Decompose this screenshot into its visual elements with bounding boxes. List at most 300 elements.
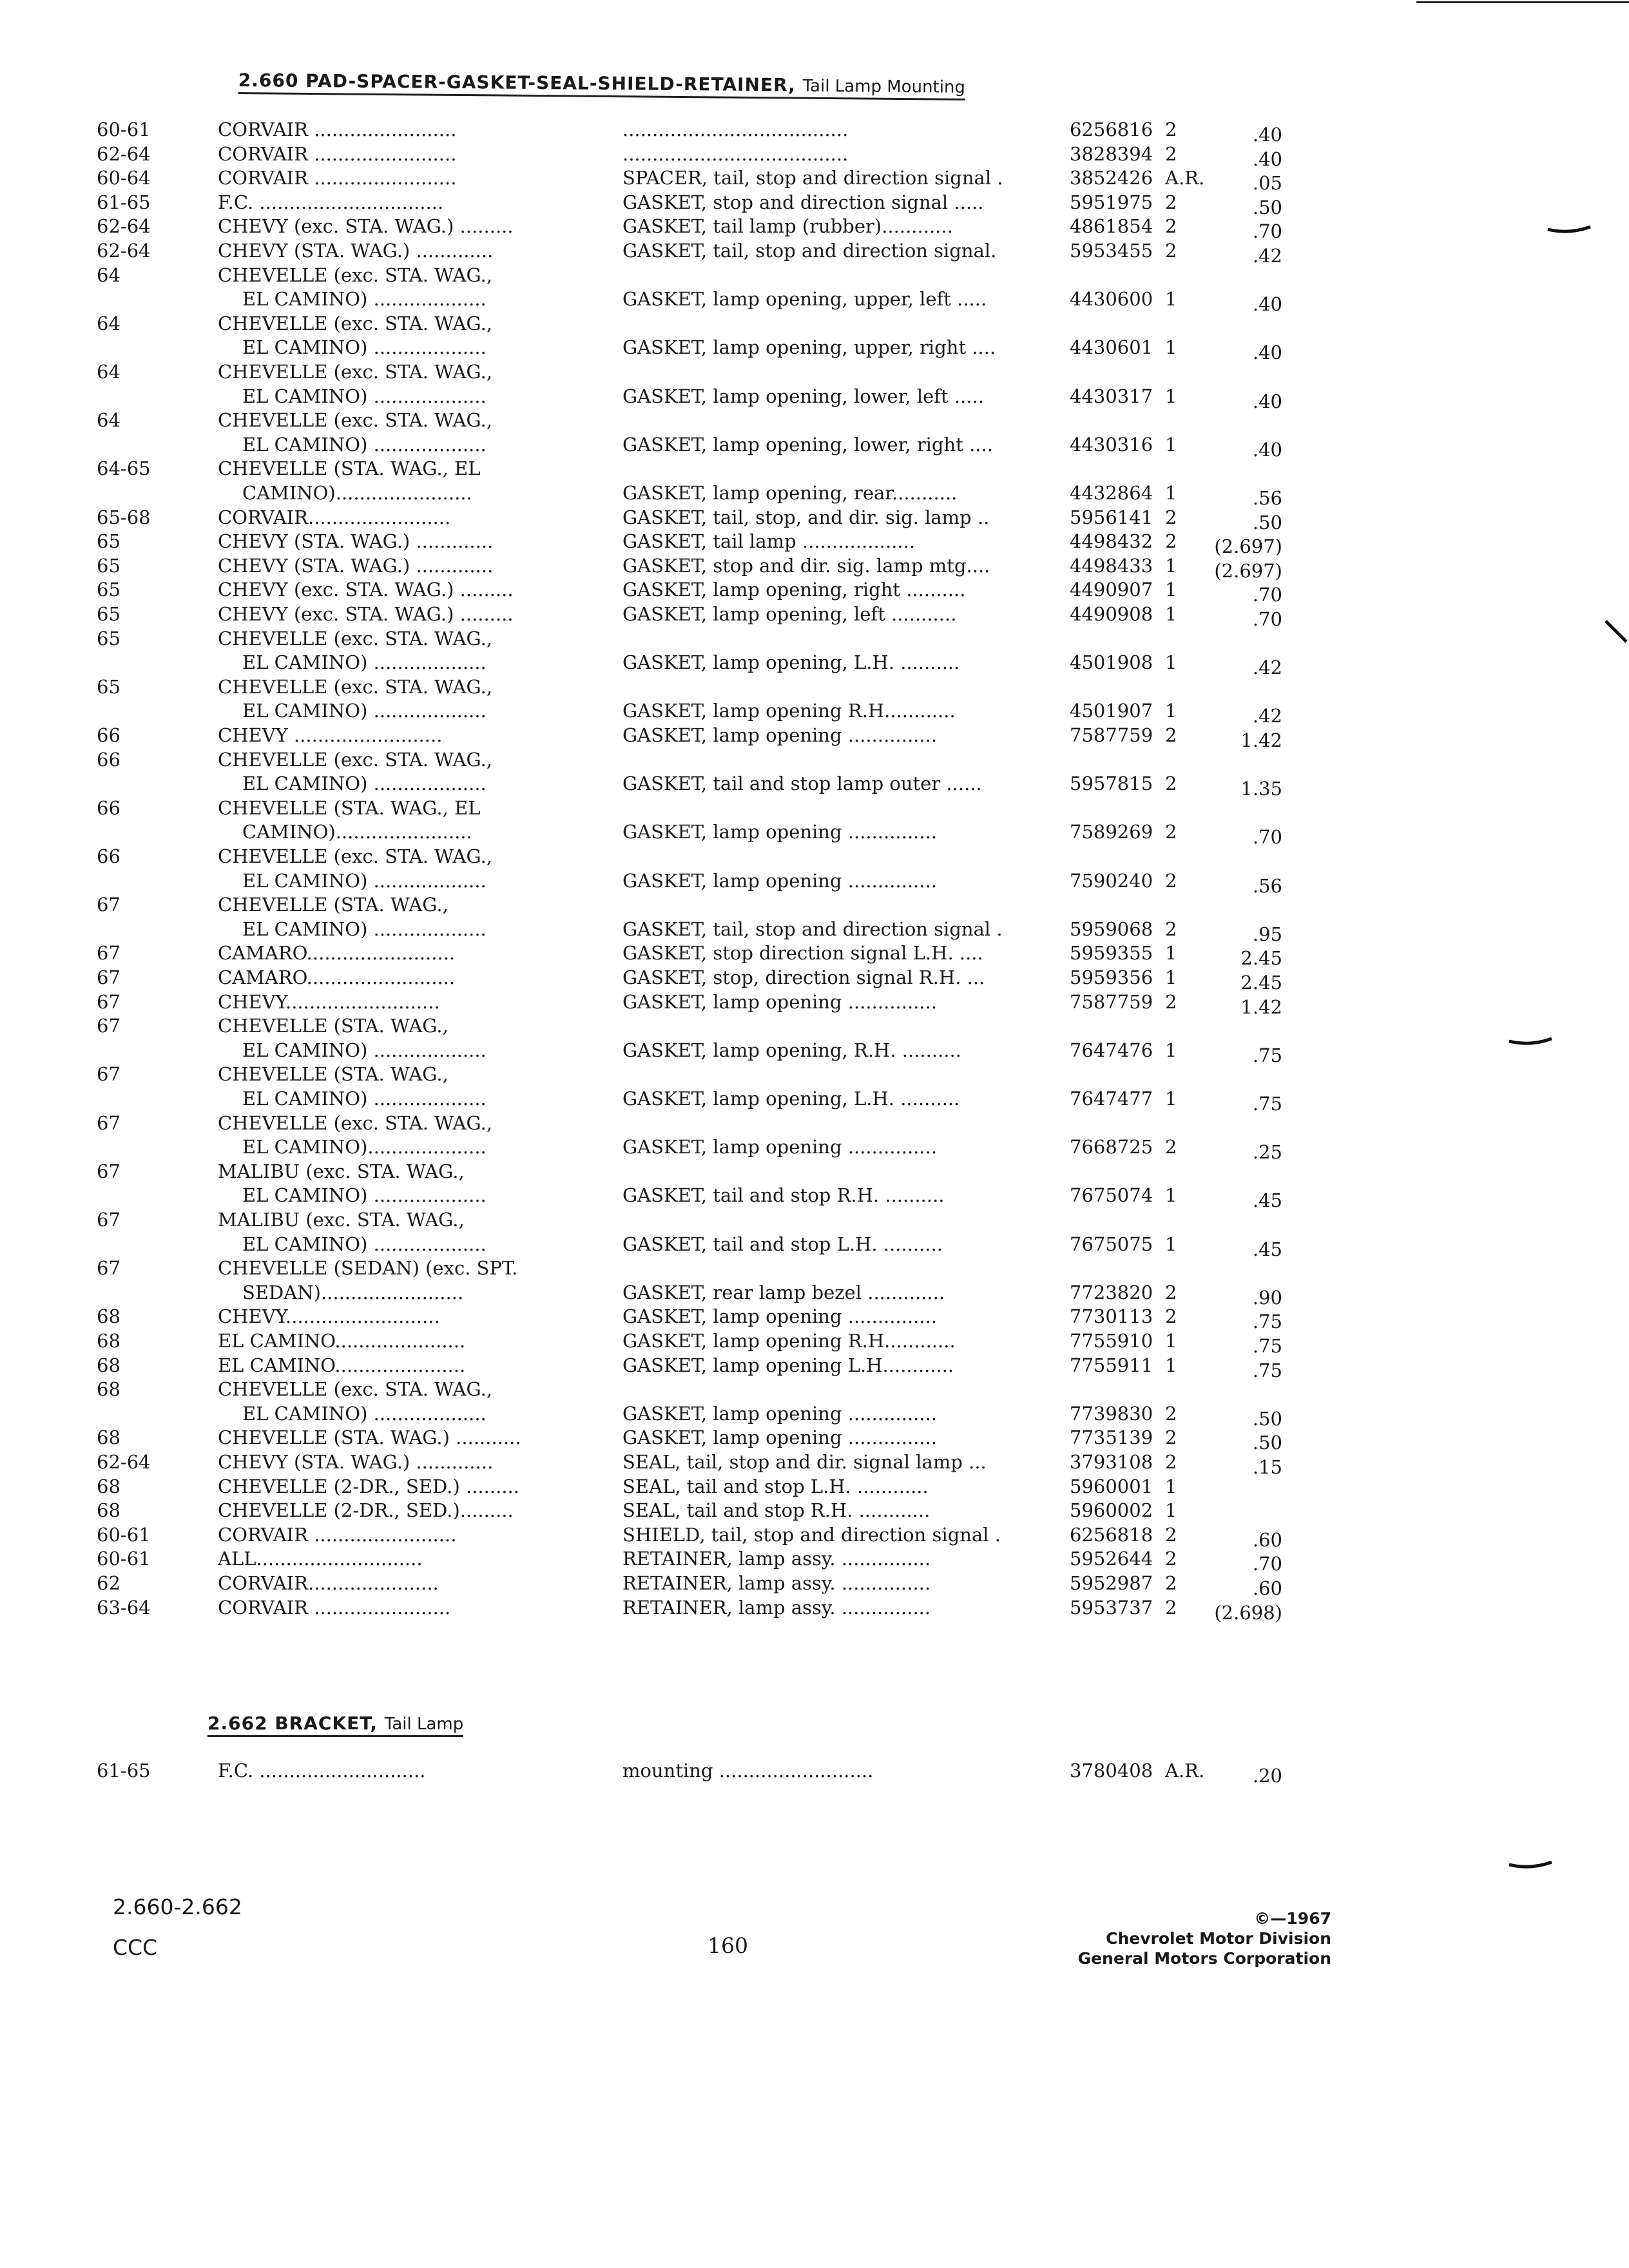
row-part-number: 4430317: [1070, 385, 1153, 407]
row-model: EL CAMINO) ...................: [242, 1184, 487, 1207]
row-year: 67: [97, 1257, 120, 1280]
row-description: GASKET, tail, stop, and dir. sig. lamp ..: [622, 506, 990, 528]
row-quantity: 1: [1165, 1354, 1177, 1376]
row-price: .20: [1252, 1765, 1282, 1787]
row-year: 65: [97, 675, 120, 698]
row-part-number: 4490907: [1070, 579, 1153, 601]
row-price: (2.698): [1214, 1601, 1282, 1624]
footer-corporation: General Motors Corporation: [1077, 1949, 1331, 1968]
row-quantity: 2: [1165, 1451, 1177, 1473]
row-quantity: 1: [1165, 554, 1177, 577]
row-price: .70: [1252, 826, 1282, 849]
row-price: 2.45: [1240, 972, 1282, 994]
row-model: CHEVELLE (exc. STA. WAG.,: [218, 627, 493, 649]
row-description: mounting ..........................: [622, 1760, 874, 1782]
row-price: .75: [1252, 1335, 1282, 1357]
row-part-number: 5956141: [1070, 506, 1153, 528]
section-subtitle: Tail Lamp Mounting: [802, 76, 966, 97]
row-description: GASKET, stop direction signal L.H. ....: [622, 942, 983, 965]
row-part-number: 5953737: [1070, 1596, 1153, 1619]
row-description: RETAINER, lamp assy. ...............: [622, 1572, 931, 1594]
row-part-number: 4498432: [1070, 530, 1153, 553]
row-year: 67: [97, 1015, 120, 1037]
row-price: .75: [1252, 1093, 1282, 1115]
row-part-number: 5952987: [1070, 1572, 1153, 1594]
row-price: .70: [1252, 220, 1282, 243]
row-model: CHEVELLE (SEDAN) (exc. SPT.: [218, 1257, 518, 1280]
scan-mark: [1508, 1037, 1553, 1046]
row-description: SHIELD, tail, stop and direction signal .: [622, 1523, 1001, 1546]
row-part-number: 3793108: [1070, 1451, 1153, 1473]
row-part-number: 7755910: [1070, 1330, 1153, 1352]
row-price: .75: [1252, 1044, 1282, 1066]
row-price: .60: [1252, 1577, 1282, 1599]
row-model: EL CAMINO) ...................: [242, 1088, 487, 1110]
row-part-number: 5952644: [1070, 1548, 1153, 1570]
row-model: CAMARO.........................: [218, 942, 456, 965]
row-part-number: 7730113: [1070, 1305, 1153, 1328]
row-price: 1.42: [1240, 729, 1282, 751]
row-price: .95: [1252, 923, 1282, 945]
row-model: CHEVELLE (exc. STA. WAG.,: [218, 409, 493, 432]
row-model: CHEVELLE (STA. WAG., EL: [218, 796, 481, 819]
row-model: EL CAMINO) ...................: [242, 1233, 487, 1255]
row-description: GASKET, lamp opening, lower, left .....: [622, 385, 984, 407]
row-year: 67: [97, 1209, 120, 1231]
row-year: 64-65: [97, 457, 151, 480]
row-model: CHEVELLE (exc. STA. WAG.,: [218, 1111, 493, 1134]
row-quantity: 1: [1165, 1184, 1177, 1207]
row-year: 61-65: [97, 1760, 151, 1782]
row-part-number: 7647476: [1070, 1039, 1153, 1061]
row-description: ......................................: [622, 119, 849, 140]
row-year: 61-65: [97, 191, 151, 213]
row-part-number: 7587759: [1070, 990, 1153, 1013]
row-model: SEDAN)........................: [242, 1281, 464, 1303]
row-model: F.C. ............................: [218, 1760, 426, 1782]
row-price: .15: [1252, 1456, 1282, 1478]
row-model: CHEVELLE (2-DR., SED.).........: [218, 1499, 514, 1522]
row-year: 66: [97, 748, 120, 771]
row-part-number: 4498433: [1070, 554, 1153, 577]
row-quantity: 1: [1165, 385, 1177, 407]
row-quantity: 2: [1165, 1427, 1177, 1449]
row-quantity: 2: [1165, 773, 1177, 795]
row-quantity: 1: [1165, 966, 1177, 988]
row-quantity: 2: [1165, 1402, 1177, 1425]
row-description: GASKET, tail and stop L.H. ..........: [622, 1233, 943, 1255]
row-year: 68: [97, 1305, 120, 1328]
row-price: .56: [1252, 487, 1282, 509]
row-quantity: 2: [1165, 1136, 1177, 1158]
row-quantity: 1: [1165, 288, 1177, 311]
row-model: CHEVY (exc. STA. WAG.) .........: [218, 215, 514, 238]
row-description: GASKET, lamp opening, L.H. ..........: [622, 1088, 960, 1110]
row-description: GASKET, tail, stop and direction signal.: [622, 240, 997, 262]
section-title-text: 2.662 BRACKET,: [207, 1713, 378, 1734]
row-description: GASKET, tail, stop and direction signal .: [622, 918, 1003, 940]
row-year: 62: [97, 1572, 120, 1594]
row-description: SPACER, tail, stop and direction signal .: [622, 167, 1003, 189]
row-part-number: 7647477: [1070, 1088, 1153, 1110]
row-quantity: 2: [1165, 1572, 1177, 1594]
row-year: 65: [97, 554, 120, 577]
row-price: .75: [1252, 1359, 1282, 1381]
row-price: .40: [1252, 293, 1282, 316]
row-description: GASKET, stop and dir. sig. lamp mtg....: [622, 554, 990, 577]
row-part-number: 7723820: [1070, 1281, 1153, 1303]
section-title-text: 2.660 PAD-SPACER-GASKET-SEAL-SHIELD-RETAINER,: [238, 70, 796, 96]
row-model: CHEVELLE (STA. WAG.,: [218, 1063, 448, 1086]
row-description: RETAINER, lamp assy. ...............: [622, 1548, 931, 1570]
row-year: 60-61: [97, 1548, 151, 1570]
row-model: CAMARO.........................: [218, 966, 456, 988]
row-quantity: 2: [1165, 506, 1177, 528]
row-quantity: 1: [1165, 1088, 1177, 1110]
row-part-number: 7755911: [1070, 1354, 1153, 1376]
row-description: GASKET, lamp opening ...............: [622, 821, 938, 843]
row-quantity: 2: [1165, 1305, 1177, 1328]
row-description: GASKET, lamp opening, L.H. ..........: [622, 651, 960, 674]
row-year: 68: [97, 1427, 120, 1449]
row-year: 68: [97, 1499, 120, 1522]
row-year: 68: [97, 1354, 120, 1376]
row-year: 62-64: [97, 142, 151, 165]
row-model: CHEVY (STA. WAG.) .............: [218, 240, 494, 262]
row-quantity: 2: [1165, 918, 1177, 940]
row-part-number: 5953455: [1070, 240, 1153, 262]
row-quantity: A.R.: [1165, 1760, 1205, 1782]
row-part-number: 5959356: [1070, 966, 1153, 988]
row-model: CHEVELLE (exc. STA. WAG.,: [218, 845, 493, 867]
row-year: 65: [97, 579, 120, 601]
row-model: EL CAMINO) ...................: [242, 773, 487, 795]
row-price: .40: [1252, 341, 1282, 364]
row-part-number: 7587759: [1070, 724, 1153, 746]
row-part-number: 4430316: [1070, 433, 1153, 456]
row-quantity: 2: [1165, 142, 1177, 165]
row-description: GASKET, lamp opening ...............: [622, 1305, 938, 1328]
row-price: (2.697): [1214, 535, 1282, 558]
row-quantity: 2: [1165, 215, 1177, 238]
row-model: EL CAMINO......................: [218, 1354, 466, 1376]
row-quantity: 1: [1165, 942, 1177, 965]
row-price: .40: [1252, 438, 1282, 461]
row-model: CHEVELLE (exc. STA. WAG.,: [218, 675, 493, 698]
row-quantity: 2: [1165, 530, 1177, 553]
row-description: GASKET, tail lamp ...................: [622, 530, 916, 553]
row-year: 67: [97, 894, 120, 916]
row-model: EL CAMINO) ...................: [242, 433, 487, 456]
scan-mark: [1508, 1861, 1553, 1870]
row-part-number: 7590240: [1070, 869, 1153, 892]
row-year: 60-61: [97, 1523, 151, 1546]
row-year: 62-64: [97, 1451, 151, 1473]
row-year: 67: [97, 1160, 120, 1182]
row-year: 65-68: [97, 506, 151, 528]
row-year: 60-64: [97, 167, 151, 189]
row-model: CHEVELLE (exc. STA. WAG.,: [218, 1378, 493, 1401]
row-quantity: 2: [1165, 191, 1177, 213]
row-model: CHEVELLE (2-DR., SED.) .........: [218, 1475, 519, 1497]
row-part-number: 7735139: [1070, 1427, 1153, 1449]
row-model: CHEVY..........................: [218, 990, 440, 1013]
footer-range: 2.660-2.662: [113, 1894, 242, 1919]
row-model: EL CAMINO) ...................: [242, 336, 487, 359]
footer-publisher: [1078, 1908, 1331, 1968]
row-part-number: 3780408: [1070, 1760, 1153, 1782]
row-model: CHEVY (exc. STA. WAG.) .........: [218, 579, 514, 601]
row-price: .05: [1252, 172, 1282, 195]
row-model: CORVAIR........................: [218, 506, 451, 528]
row-model: EL CAMINO) ...................: [242, 918, 487, 940]
row-description: GASKET, lamp opening ...............: [622, 1427, 938, 1449]
row-model: MALIBU (exc. STA. WAG.,: [218, 1160, 465, 1182]
row-part-number: 4430600: [1070, 288, 1153, 311]
row-quantity: 1: [1165, 1499, 1177, 1522]
row-year: 67: [97, 942, 120, 965]
row-year: 68: [97, 1378, 120, 1401]
footer-copyright: ©—1967: [1254, 1909, 1331, 1928]
row-part-number: 5959068: [1070, 918, 1153, 940]
row-year: 66: [97, 845, 120, 867]
row-model: CHEVY (STA. WAG.) .............: [218, 1451, 494, 1473]
row-part-number: 4430601: [1070, 336, 1153, 359]
row-model: CHEVELLE (exc. STA. WAG.,: [218, 264, 493, 286]
row-description: SEAL, tail and stop L.H. ............: [622, 1475, 929, 1497]
footer-code: CCC: [113, 1935, 158, 1960]
row-year: 64: [97, 312, 120, 334]
row-year: 68: [97, 1475, 120, 1497]
row-model: EL CAMINO) ...................: [242, 1039, 487, 1061]
row-part-number: 6256818: [1070, 1523, 1153, 1546]
row-part-number: 4501907: [1070, 700, 1153, 722]
row-part-number: 4861854: [1070, 215, 1153, 238]
row-year: 67: [97, 1063, 120, 1086]
row-model: CHEVELLE (STA. WAG.,: [218, 894, 448, 916]
row-model: CORVAIR ........................: [218, 1523, 457, 1546]
row-price: .40: [1252, 390, 1282, 412]
row-model: EL CAMINO) ...................: [242, 1402, 487, 1425]
row-year: 64: [97, 264, 120, 286]
row-quantity: 2: [1165, 1596, 1177, 1619]
row-price: .70: [1252, 608, 1282, 630]
row-model: CHEVY (STA. WAG.) .............: [218, 554, 494, 577]
row-price: .50: [1252, 511, 1282, 533]
row-price: .42: [1252, 245, 1282, 267]
row-description: GASKET, rear lamp bezel .............: [622, 1281, 945, 1303]
row-year: 65: [97, 530, 120, 553]
row-quantity: 1: [1165, 603, 1177, 625]
row-description: GASKET, lamp opening ...............: [622, 724, 938, 746]
row-model: CHEVELLE (exc. STA. WAG.,: [218, 361, 493, 383]
row-description: GASKET, lamp opening, R.H. ..........: [622, 1039, 961, 1061]
row-part-number: 7739830: [1070, 1402, 1153, 1425]
row-part-number: 7675075: [1070, 1233, 1153, 1255]
row-description: GASKET, lamp opening ...............: [622, 1402, 938, 1425]
row-part-number: 5959355: [1070, 942, 1153, 965]
row-model: CHEVELLE (STA. WAG.,: [218, 1015, 448, 1037]
row-price: .75: [1252, 1311, 1282, 1333]
row-model: ALL............................: [218, 1548, 423, 1570]
row-quantity: 2: [1165, 119, 1177, 140]
row-quantity: 1: [1165, 700, 1177, 722]
row-model: CORVAIR ........................: [218, 119, 457, 140]
row-price: .25: [1252, 1141, 1282, 1164]
row-year: 67: [97, 990, 120, 1013]
row-description: GASKET, lamp opening R.H............: [622, 1330, 956, 1352]
row-year: 63-64: [97, 1596, 151, 1619]
row-part-number: 4490908: [1070, 603, 1153, 625]
row-quantity: 2: [1165, 821, 1177, 843]
row-part-number: 7675074: [1070, 1184, 1153, 1207]
footer-division: Chevrolet Motor Division: [1106, 1929, 1331, 1948]
row-part-number: 7668725: [1070, 1136, 1153, 1158]
row-model: EL CAMINO) ...................: [242, 700, 487, 722]
row-part-number: 5960002: [1070, 1499, 1153, 1522]
row-model: F.C. ...............................: [218, 191, 444, 213]
row-model: EL CAMINO......................: [218, 1330, 466, 1352]
row-description: GASKET, tail and stop lamp outer ......: [622, 773, 982, 795]
row-year: 62-64: [97, 240, 151, 262]
row-quantity: 1: [1165, 651, 1177, 674]
row-year: 65: [97, 603, 120, 625]
row-model: EL CAMINO)....................: [242, 1136, 487, 1158]
row-model: MALIBU (exc. STA. WAG.,: [218, 1209, 465, 1231]
row-description: GASKET, stop and direction signal .....: [622, 191, 984, 213]
row-price: .42: [1252, 657, 1282, 679]
row-model: EL CAMINO) ...................: [242, 385, 487, 407]
row-quantity: 1: [1165, 1475, 1177, 1497]
row-year: 66: [97, 796, 120, 819]
row-price: .60: [1252, 1528, 1282, 1551]
row-price: .50: [1252, 1432, 1282, 1454]
row-description: GASKET, lamp opening ...............: [622, 990, 938, 1013]
row-year: 64: [97, 409, 120, 432]
row-quantity: 1: [1165, 482, 1177, 504]
row-part-number: 5960001: [1070, 1475, 1153, 1497]
row-model: EL CAMINO) ...................: [242, 651, 487, 674]
row-model: CORVAIR .......................: [218, 1596, 451, 1619]
row-description: GASKET, lamp opening R.H............: [622, 700, 956, 722]
row-price: .45: [1252, 1189, 1282, 1212]
row-year: 62-64: [97, 215, 151, 238]
row-price: .42: [1252, 705, 1282, 727]
row-price: .70: [1252, 584, 1282, 606]
row-model: CORVAIR......................: [218, 1572, 439, 1594]
row-price: .50: [1252, 1407, 1282, 1430]
row-part-number: 3828394: [1070, 142, 1153, 165]
row-year: 66: [97, 724, 120, 746]
row-quantity: A.R.: [1165, 167, 1205, 189]
row-year: 68: [97, 1330, 120, 1352]
row-description: GASKET, lamp opening, rear...........: [622, 482, 958, 504]
row-year: 67: [97, 1111, 120, 1134]
row-year: 64: [97, 361, 120, 383]
row-price: .45: [1252, 1238, 1282, 1260]
row-price: (2.697): [1214, 559, 1282, 582]
row-model: CHEVELLE (STA. WAG.) ...........: [218, 1427, 521, 1449]
row-price: 1.42: [1240, 995, 1282, 1018]
row-year: 60-61: [97, 119, 151, 140]
row-part-number: 5951975: [1070, 191, 1153, 213]
row-part-number: 4501908: [1070, 651, 1153, 674]
row-quantity: 1: [1165, 579, 1177, 601]
row-part-number: 4432864: [1070, 482, 1153, 504]
row-quantity: 2: [1165, 724, 1177, 746]
row-model: CHEVELLE (exc. STA. WAG.,: [218, 312, 493, 334]
row-description: GASKET, lamp opening ...............: [622, 1136, 938, 1158]
row-model: CHEVY (STA. WAG.) .............: [218, 530, 494, 553]
scan-mark: [1605, 619, 1628, 644]
row-price: .70: [1252, 1553, 1282, 1575]
row-quantity: 2: [1165, 1523, 1177, 1546]
row-description: GASKET, lamp opening, left ...........: [622, 603, 957, 625]
footer-left: [113, 1894, 242, 1975]
row-year: 65: [97, 627, 120, 649]
row-quantity: 2: [1165, 869, 1177, 892]
row-model: CORVAIR ........................: [218, 142, 457, 165]
row-quantity: 2: [1165, 240, 1177, 262]
row-description: SEAL, tail and stop R.H. ............: [622, 1499, 930, 1522]
row-price: .90: [1252, 1286, 1282, 1309]
row-price: .56: [1252, 874, 1282, 897]
row-description: GASKET, stop, direction signal R.H. ...: [622, 966, 985, 988]
row-description: GASKET, tail lamp (rubber)............: [622, 215, 953, 238]
row-model: CAMINO).......................: [242, 821, 472, 843]
row-quantity: 1: [1165, 433, 1177, 456]
row-model: CHEVY .........................: [218, 724, 443, 746]
row-price: .40: [1252, 124, 1282, 146]
row-description: GASKET, lamp opening, lower, right ....: [622, 433, 993, 456]
row-year: 67: [97, 966, 120, 988]
row-model: CHEVY..........................: [218, 1305, 440, 1328]
scan-mark: [1547, 226, 1592, 235]
row-part-number: 7589269: [1070, 821, 1153, 843]
row-model: CAMINO).......................: [242, 482, 472, 504]
row-part-number: 5957815: [1070, 773, 1153, 795]
row-price: .50: [1252, 196, 1282, 218]
row-price: 1.35: [1240, 778, 1282, 800]
row-description: SEAL, tail, stop and dir. signal lamp ...: [622, 1451, 987, 1473]
row-description: GASKET, lamp opening L.H............: [622, 1354, 954, 1376]
row-description: GASKET, lamp opening, right ..........: [622, 579, 966, 601]
row-model: EL CAMINO) ...................: [242, 869, 487, 892]
row-model: CORVAIR ........................: [218, 167, 457, 189]
row-part-number: 3852426: [1070, 167, 1153, 189]
row-model: CHEVELLE (exc. STA. WAG.,: [218, 748, 493, 771]
row-price: 2.45: [1240, 947, 1282, 970]
row-quantity: 2: [1165, 1548, 1177, 1570]
page-number: 160: [708, 1933, 748, 1958]
row-quantity: 1: [1165, 336, 1177, 359]
row-model: CHEVY (exc. STA. WAG.) .........: [218, 603, 514, 625]
row-quantity: 2: [1165, 1281, 1177, 1303]
row-description: RETAINER, lamp assy. ...............: [622, 1596, 931, 1619]
row-model: CHEVELLE (STA. WAG., EL: [218, 457, 481, 480]
row-part-number: 6256816: [1070, 119, 1153, 140]
row-quantity: 1: [1165, 1233, 1177, 1255]
row-quantity: 1: [1165, 1039, 1177, 1061]
row-model: EL CAMINO) ...................: [242, 288, 487, 311]
section-subtitle: Tail Lamp: [384, 1715, 464, 1734]
row-description: GASKET, lamp opening, upper, right ....: [622, 336, 996, 359]
row-description: GASKET, lamp opening ...............: [622, 869, 938, 892]
row-quantity: 1: [1165, 1330, 1177, 1352]
row-quantity: 2: [1165, 990, 1177, 1013]
row-price: .40: [1252, 148, 1282, 170]
row-description: GASKET, lamp opening, upper, left .....: [622, 288, 987, 311]
